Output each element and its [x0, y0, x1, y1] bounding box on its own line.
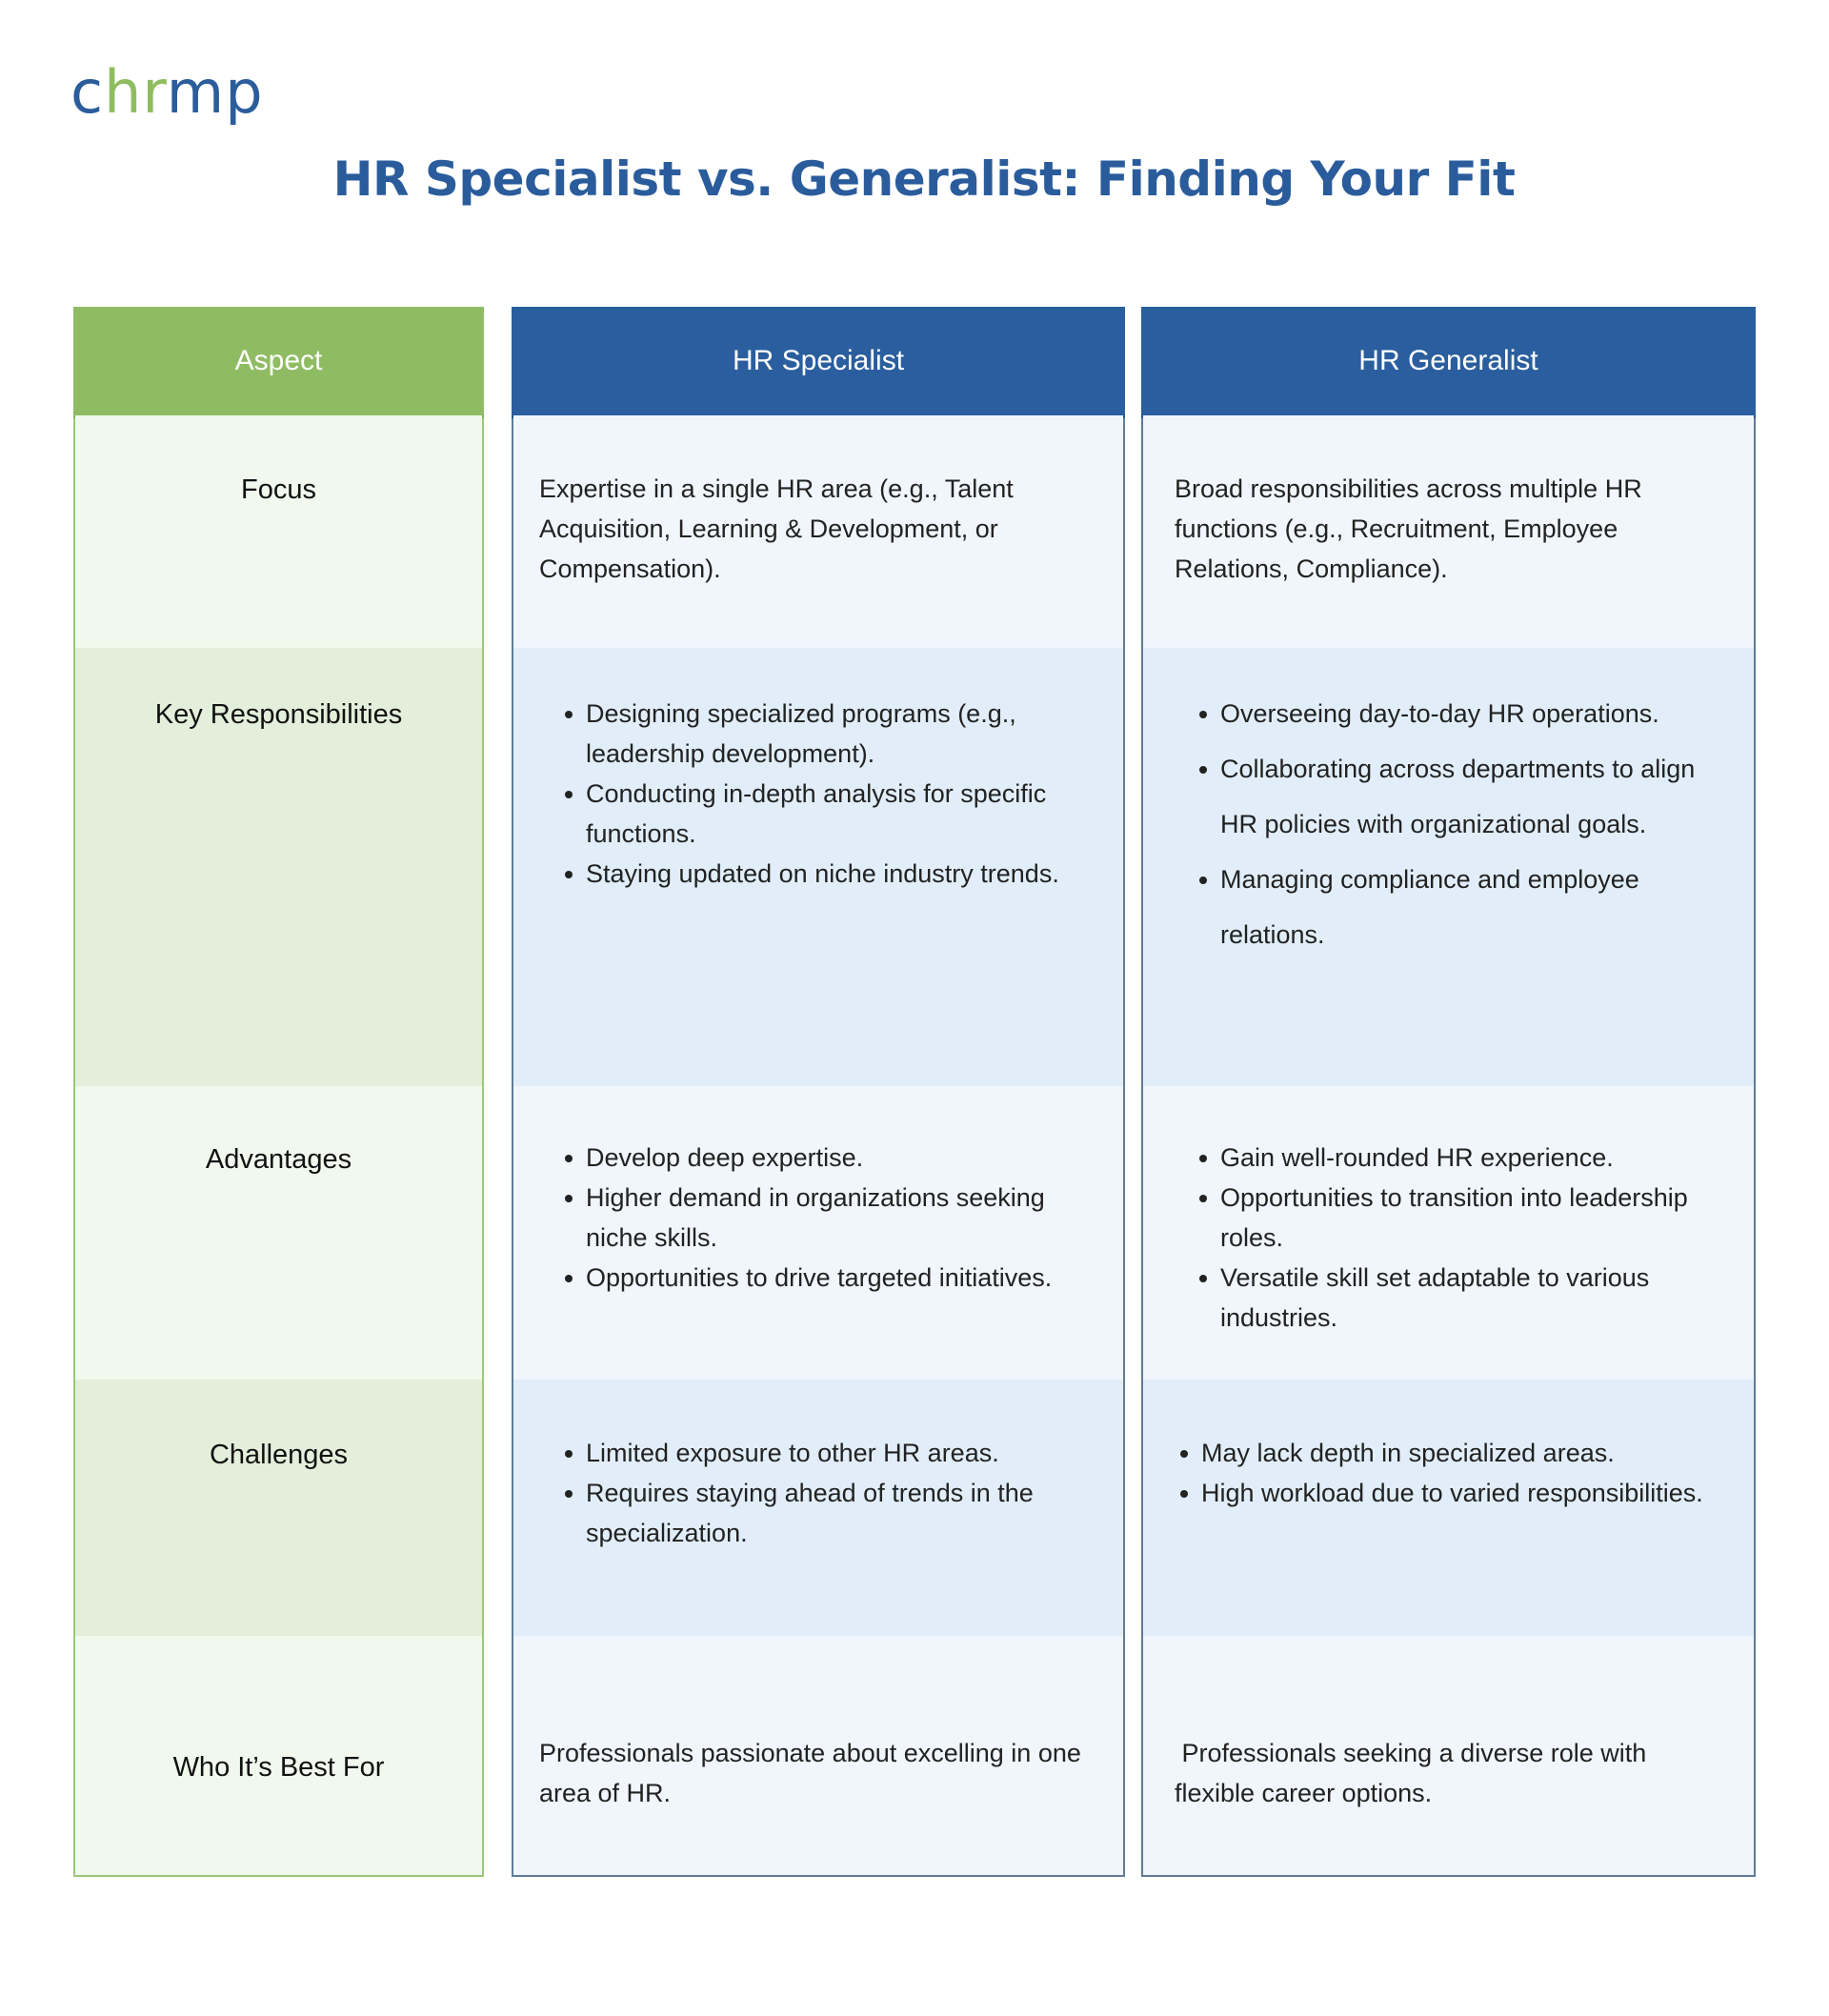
generalist-cell-focus [1143, 415, 1754, 648]
bullet-icon [1199, 766, 1207, 774]
aspect-label: Advantages [205, 1144, 352, 1175]
list-item: Opportunities to drive targeted initiatives. [586, 1258, 1095, 1298]
specialist-cell-advantages [513, 1086, 1123, 1380]
aspect-column [73, 307, 484, 1877]
list-item: Overseeing day-to-day HR operations. [1220, 686, 1725, 741]
list-item: Opportunities to transition into leadership roles. [1220, 1178, 1725, 1258]
aspect-cell-challenges [75, 1380, 482, 1636]
bullet-icon [565, 1275, 573, 1282]
list-item: Higher demand in organizations seeking niche skills. [586, 1178, 1095, 1258]
list-item: Versatile skill set adaptable to various industries. [1220, 1258, 1725, 1338]
specialist-cell-best-for [513, 1636, 1123, 1875]
generalist-challenges-list [1201, 1433, 1725, 1513]
generalist-best-for-text: Professionals seeking a diverse role with flexible career options. [1175, 1739, 1654, 1807]
specialist-advantages-list [586, 1138, 1095, 1298]
logo-part-hr: hr [104, 57, 167, 127]
bullet-icon [1199, 877, 1207, 884]
bullet-icon [565, 1450, 573, 1458]
bullet-icon [565, 791, 573, 798]
bullet-icon [1199, 1275, 1207, 1282]
list-item: May lack depth in specialized areas. [1201, 1433, 1725, 1473]
chrmp-logo [70, 57, 264, 127]
specialist-best-for-text: Professionals passionate about excelling in one area of HR. [539, 1739, 1081, 1807]
specialist-challenges-list [586, 1433, 1095, 1553]
aspect-label: Key Responsibilities [154, 699, 403, 730]
generalist-focus-text: Broad responsibilities across multiple HR functions (e.g., Recruitment, Employee Relations, Compliance). [1175, 474, 1642, 583]
aspect-cell-advantages [75, 1086, 482, 1380]
bullet-icon [1180, 1490, 1188, 1498]
logo-part-c: c [70, 57, 105, 127]
aspect-label: Who It’s Best For [172, 1752, 385, 1783]
bullet-icon [565, 711, 573, 718]
logo-part-mp: mp [166, 57, 264, 127]
generalist-cell-advantages [1143, 1086, 1754, 1380]
specialist-cell-challenges [513, 1380, 1123, 1636]
generalist-column [1141, 307, 1756, 1877]
aspect-cell-focus [75, 415, 482, 648]
specialist-cell-focus [513, 415, 1123, 648]
specialist-key-responsibilities-list [586, 694, 1095, 894]
list-item: Designing specialized programs (e.g., leadership development). [586, 694, 1095, 774]
header-aspect: Aspect [73, 307, 484, 418]
specialist-cell-key-responsibilities [513, 648, 1123, 1086]
bullet-icon [1199, 1195, 1207, 1202]
list-item: Conducting in-depth analysis for specific functions. [586, 774, 1095, 854]
specialist-focus-text: Expertise in a single HR area (e.g., Talent Acquisition, Learning & Development, or Compensation). [539, 474, 1014, 583]
list-item: Requires staying ahead of trends in the specialization. [586, 1473, 1095, 1553]
aspect-label: Focus [241, 474, 316, 505]
bullet-icon [565, 1490, 573, 1498]
list-item: High workload due to varied responsibilities. [1201, 1473, 1725, 1513]
bullet-icon [565, 1155, 573, 1162]
aspect-cell-key-responsibilities [75, 648, 482, 1086]
specialist-column [512, 307, 1125, 1877]
header-hr-specialist: HR Specialist [512, 307, 1125, 418]
page-title: HR Specialist vs. Generalist: Finding Your Fit [332, 151, 1516, 207]
generalist-key-responsibilities-list [1220, 686, 1725, 962]
list-item: Staying updated on niche industry trends. [586, 854, 1095, 894]
bullet-icon [1199, 1155, 1207, 1162]
bullet-icon [565, 1195, 573, 1202]
bullet-icon [565, 871, 573, 878]
list-item: Develop deep expertise. [586, 1138, 1095, 1178]
header-hr-generalist: HR Generalist [1141, 307, 1756, 418]
list-item: Limited exposure to other HR areas. [586, 1433, 1095, 1473]
bullet-icon [1199, 711, 1207, 718]
bullet-icon [1180, 1450, 1188, 1458]
list-item: Collaborating across departments to align HR policies with organizational goals. [1220, 741, 1725, 852]
aspect-label: Challenges [209, 1440, 349, 1470]
list-item: Managing compliance and employee relations. [1220, 852, 1725, 962]
generalist-cell-challenges [1143, 1380, 1754, 1636]
aspect-cell-best-for [75, 1636, 482, 1875]
generalist-advantages-list [1220, 1138, 1725, 1338]
generalist-cell-key-responsibilities [1143, 648, 1754, 1086]
generalist-cell-best-for [1143, 1636, 1754, 1875]
list-item: Gain well-rounded HR experience. [1220, 1138, 1725, 1178]
